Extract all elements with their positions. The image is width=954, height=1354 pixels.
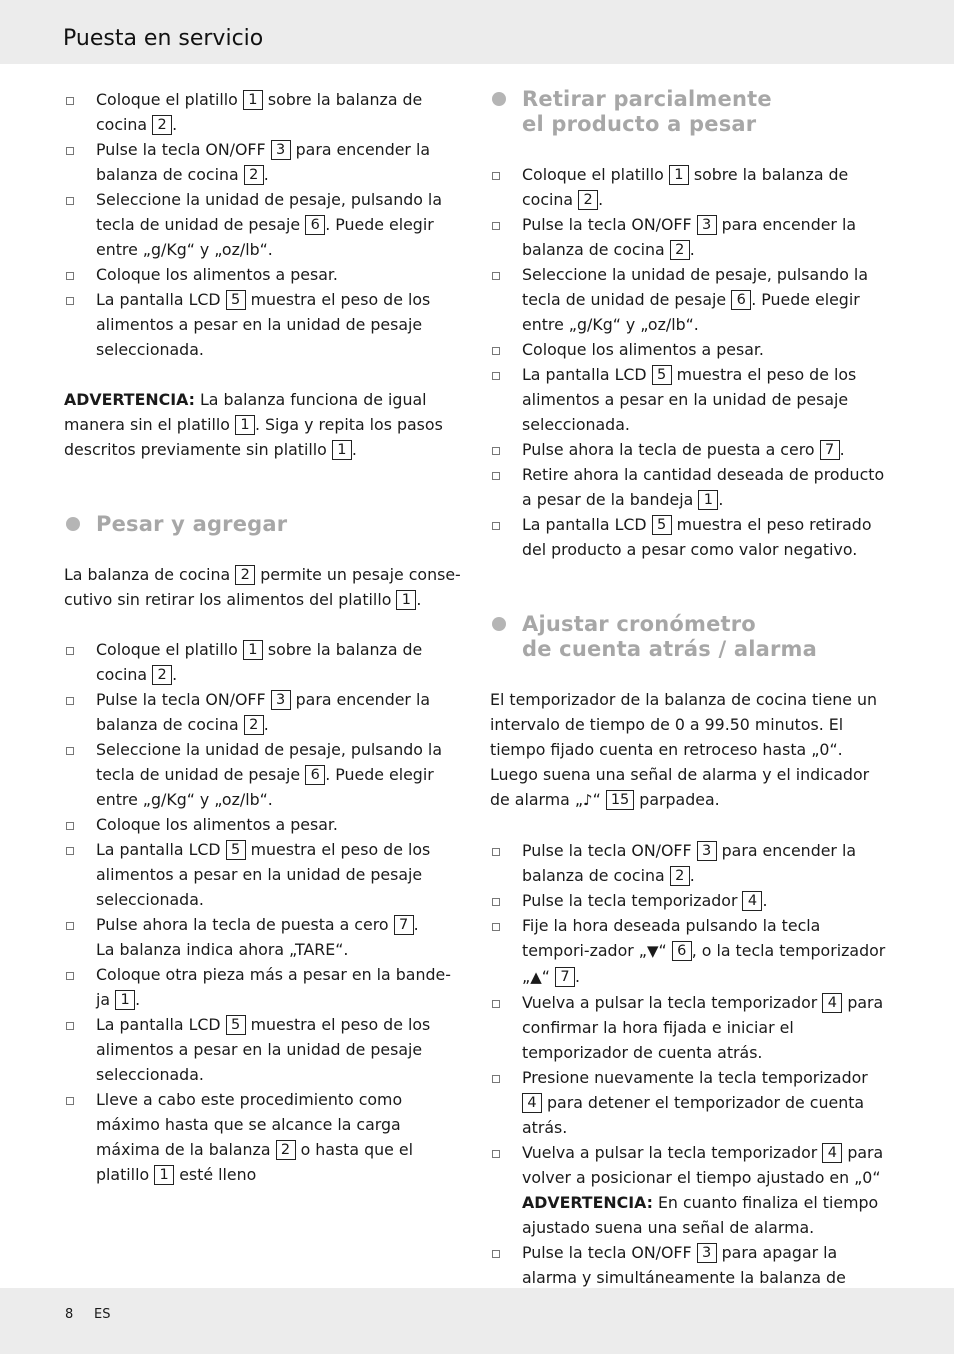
list-item: Seleccione la unidad de pesaje, pulsando la tecla de unidad de pesaje 6 . Puede elegir entre „g/Kg“ y „oz/lb“. bbox=[64, 737, 464, 812]
ref-number: 2 bbox=[244, 165, 264, 185]
list-item: Pulse la tecla temporizador 4 . bbox=[490, 888, 892, 913]
section-bullet-icon bbox=[492, 92, 506, 106]
alarm-bell-icon: ♪ bbox=[583, 791, 593, 809]
ref-number: 1 bbox=[698, 490, 718, 510]
ref-number: 1 bbox=[332, 440, 352, 460]
list-item: La pantalla LCD 5 muestra el peso de los alimentos a pesar en la unidad de pesaje seleccionada. bbox=[64, 1012, 464, 1087]
list-item: Pulse la tecla ON/OFF 3 para encender la balanza de cocina 2 . bbox=[64, 137, 464, 187]
list-item: Lleve a cabo este procedimiento como máximo hasta que se alcance la carga máxima de la balanza 2 o hasta que el platillo 1 esté lleno bbox=[64, 1087, 464, 1187]
page-footer bbox=[0, 1288, 954, 1354]
list-item: La pantalla LCD 5 muestra el peso de los alimentos a pesar en la unidad de pesaje seleccionada. bbox=[490, 362, 892, 437]
ref-number: 6 bbox=[305, 215, 325, 235]
list-item: Fije la hora deseada pulsando la tecla tempori-zador „▼“ 6 , o la tecla temporizador „▲“ 7 . bbox=[490, 913, 892, 990]
left-column bbox=[64, 87, 464, 1187]
ref-number: 4 bbox=[522, 1093, 542, 1113]
section-heading-pesar: Pesar y agregar bbox=[64, 512, 464, 537]
ref-number: 2 bbox=[670, 866, 690, 886]
pesar-steps bbox=[64, 637, 464, 1187]
list-item: Coloque el platillo 1 sobre la balanza de cocina 2 . bbox=[64, 87, 464, 137]
ref-number: 3 bbox=[697, 1243, 717, 1263]
right-column bbox=[490, 87, 892, 1315]
ref-number: 3 bbox=[697, 841, 717, 861]
list-item: Coloque el platillo 1 sobre la balanza de cocina 2 . bbox=[490, 162, 892, 212]
page-header bbox=[0, 0, 954, 64]
page-number: 8 bbox=[65, 1307, 74, 1322]
ref-number: 7 bbox=[394, 915, 414, 935]
ref-number: 2 bbox=[244, 715, 264, 735]
ref-number: 1 bbox=[669, 165, 689, 185]
ref-number: 4 bbox=[822, 993, 842, 1013]
retirar-steps bbox=[490, 162, 892, 562]
list-item: Coloque los alimentos a pesar. bbox=[64, 812, 464, 837]
section-heading-retirar: Retirar parcialmente el producto a pesar bbox=[490, 87, 892, 137]
ref-number: 6 bbox=[305, 765, 325, 785]
ref-number: 5 bbox=[226, 840, 246, 860]
warning-label: ADVERTENCIA: bbox=[522, 1193, 653, 1212]
page-title: Puesta en servicio bbox=[63, 26, 264, 51]
list-item: Seleccione la unidad de pesaje, pulsando la tecla de unidad de pesaje 6 . Puede elegir entre „g/Kg“ y „oz/lb“. bbox=[64, 187, 464, 262]
timer-intro-paragraph: El temporizador de la balanza de cocina tiene un intervalo de tiempo de 0 a 99.50 minutos. El tiempo fijado cuenta en retroceso hasta „0“. Luego suena una señal de alarma y el indicador de alarma „♪“ 15 parpadea. bbox=[490, 690, 878, 809]
warning-label: ADVERTENCIA: bbox=[64, 390, 195, 409]
list-item: Pulse la tecla ON/OFF 3 para encender la balanza de cocina 2 . bbox=[490, 838, 892, 888]
list-item: Coloque los alimentos a pesar. bbox=[64, 262, 464, 287]
ref-number: 1 bbox=[235, 415, 255, 435]
timer-steps bbox=[490, 838, 892, 1315]
list-item: Pulse la tecla ON/OFF 3 para encender la balanza de cocina 2 . bbox=[64, 687, 464, 737]
ref-number: 3 bbox=[697, 215, 717, 235]
down-arrow-icon: ▼ bbox=[646, 942, 659, 960]
list-item: La pantalla LCD 5 muestra el peso retirado del producto a pesar como valor negativo. bbox=[490, 512, 892, 562]
ref-number: 1 bbox=[243, 640, 263, 660]
ref-number: 4 bbox=[742, 891, 762, 911]
list-item: Pulse la tecla ON/OFF 3 para apagar la alarma y simultáneamente la balanza de bbox=[490, 1240, 892, 1315]
list-item: Retire ahora la cantidad deseada de producto a pesar de la bandeja 1 . bbox=[490, 462, 892, 512]
ref-number: 1 bbox=[154, 1165, 174, 1185]
ref-number: 1 bbox=[115, 990, 135, 1010]
list-item: Seleccione la unidad de pesaje, pulsando la tecla de unidad de pesaje 6 . Puede elegir entre „g/Kg“ y „oz/lb“. bbox=[490, 262, 892, 337]
list-item: Pulse ahora la tecla de puesta a cero 7 . bbox=[490, 437, 892, 462]
list-item: La pantalla LCD 5 muestra el peso de los alimentos a pesar en la unidad de pesaje seleccionada. bbox=[64, 837, 464, 912]
ref-number: 3 bbox=[271, 690, 291, 710]
ref-number: 2 bbox=[578, 190, 598, 210]
up-arrow-icon: ▲ bbox=[530, 968, 542, 986]
list-item: Coloque el platillo 1 sobre la balanza de cocina 2 . bbox=[64, 637, 464, 687]
ref-number: 7 bbox=[820, 440, 840, 460]
list-item: Pulse la tecla ON/OFF 3 para encender la balanza de cocina 2 . bbox=[490, 212, 892, 262]
ref-number: 5 bbox=[652, 365, 672, 385]
ref-number: 6 bbox=[672, 941, 692, 961]
list-item: Vuelva a pulsar la tecla temporizador 4 para volver a posicionar el tiempo ajustado en „0“ ADVERTENCIA: En cuanto finaliza el tiempo ajustado suena una señal de alarma. bbox=[490, 1140, 892, 1240]
ref-number: 2 bbox=[152, 665, 172, 685]
ref-number: 2 bbox=[276, 1140, 296, 1160]
list-item: La pantalla LCD 5 muestra el peso de los alimentos a pesar en la unidad de pesaje seleccionada. bbox=[64, 287, 464, 362]
section-bullet-icon bbox=[492, 617, 506, 631]
ref-number: 5 bbox=[652, 515, 672, 535]
intro-steps bbox=[64, 87, 464, 362]
section-bullet-icon bbox=[66, 517, 80, 531]
ref-number: 2 bbox=[235, 565, 255, 585]
ref-number: 5 bbox=[226, 290, 246, 310]
list-item: Coloque los alimentos a pesar. bbox=[490, 337, 892, 362]
ref-number: 7 bbox=[555, 967, 575, 987]
list-item: Vuelva a pulsar la tecla temporizador 4 para confirmar la hora fijada e iniciar el temporizador de cuenta atrás. bbox=[490, 990, 892, 1065]
pesar-intro-paragraph: La balanza de cocina 2 permite un pesaje conse-cutivo sin retirar los alimentos del platillo 1 . bbox=[64, 565, 461, 609]
list-item: Coloque otra pieza más a pesar en la bande-ja 1 . bbox=[64, 962, 464, 1012]
section-heading-timer: Ajustar cronómetro de cuenta atrás / alarma bbox=[490, 612, 892, 662]
ref-number: 4 bbox=[822, 1143, 842, 1163]
ref-number: 2 bbox=[670, 240, 690, 260]
ref-number: 2 bbox=[152, 115, 172, 135]
ref-number: 1 bbox=[243, 90, 263, 110]
ref-number: 6 bbox=[731, 290, 751, 310]
ref-number: 3 bbox=[271, 140, 291, 160]
ref-number: 15 bbox=[606, 790, 634, 810]
warning-paragraph: ADVERTENCIA: La balanza funciona de igual manera sin el platillo 1 . Siga y repita los pasos descritos previamente sin platillo 1 . bbox=[64, 390, 443, 459]
list-item: Presione nuevamente la tecla temporizador 4 para detener el temporizador de cuenta atrás. bbox=[490, 1065, 892, 1140]
list-item: Pulse ahora la tecla de puesta a cero 7 . La balanza indica ahora „TARE“. bbox=[64, 912, 464, 962]
language-code: ES bbox=[94, 1307, 111, 1322]
ref-number: 5 bbox=[226, 1015, 246, 1035]
ref-number: 1 bbox=[396, 590, 416, 610]
